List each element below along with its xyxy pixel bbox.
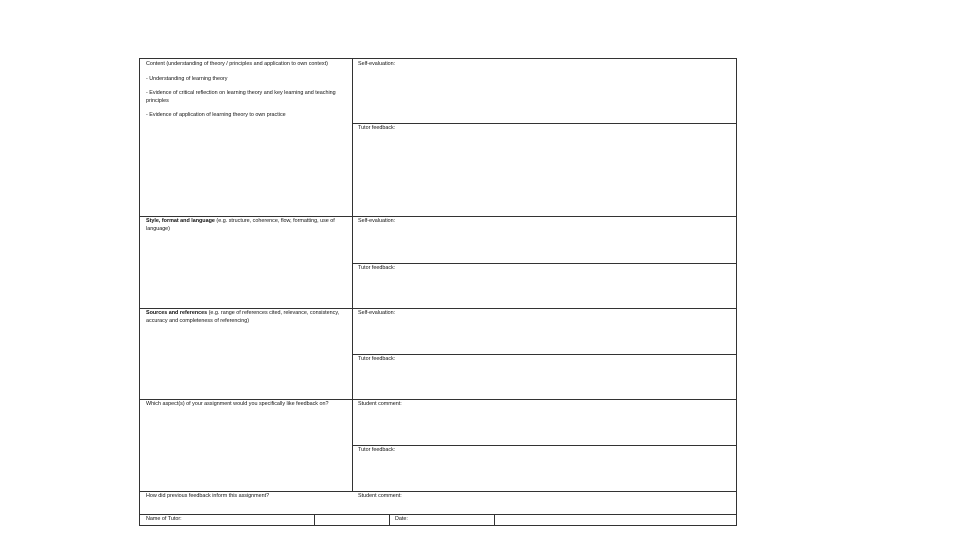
tutor-name-field[interactable] bbox=[314, 514, 389, 525]
feedback-form-table bbox=[139, 58, 737, 526]
tutor-feedback-label: Tutor feedback: bbox=[358, 447, 396, 453]
tutor-name-label-cell bbox=[140, 514, 314, 525]
tutor-feedback-label: Tutor feedback: bbox=[358, 265, 396, 271]
content-tutor-feedback-box[interactable] bbox=[352, 123, 736, 216]
criterion-feedback-aspects bbox=[140, 399, 352, 491]
criterion-content-bullet: - Evidence of application of learning theory to own practice bbox=[146, 112, 286, 119]
criterion-content-bullet: - Evidence of critical reflection on learning theory and key learning and teaching principles bbox=[146, 90, 336, 104]
criterion-sources bbox=[140, 308, 352, 399]
criterion-style bbox=[140, 216, 352, 308]
criterion-feedback-aspects-title: Which aspect(s) of your assignment would you specifically like feedback on? bbox=[146, 401, 329, 407]
criterion-content bbox=[140, 59, 352, 216]
criterion-content-title: Content (understanding of theory / principles and application to own context) bbox=[146, 61, 328, 67]
criterion-previous-feedback bbox=[140, 491, 352, 514]
aspects-student-comment-box[interactable] bbox=[352, 399, 736, 445]
tutor-feedback-label: Tutor feedback: bbox=[358, 125, 396, 131]
criterion-sources-title: Sources and references (e.g. range of references cited, relevance, consistency, accuracy and completeness of referencing) bbox=[146, 310, 340, 324]
date-field[interactable] bbox=[494, 514, 736, 525]
tutor-name-label: Name of Tutor: bbox=[146, 516, 182, 522]
criterion-previous-feedback-title: How did previous feedback inform this assignment? bbox=[146, 493, 270, 499]
self-evaluation-label: Self-evaluation: bbox=[358, 218, 396, 224]
criterion-style-title: Style, format and language (e.g. structure, coherence, flow, formatting, use of language) bbox=[146, 218, 335, 232]
date-label: Date: bbox=[395, 516, 408, 522]
date-label-cell bbox=[389, 514, 494, 525]
self-evaluation-label: Self-evaluation: bbox=[358, 61, 396, 67]
student-comment-label: Student comment: bbox=[358, 493, 402, 499]
style-tutor-feedback-box[interactable] bbox=[352, 263, 736, 308]
self-evaluation-label: Self-evaluation: bbox=[358, 310, 396, 316]
sources-tutor-feedback-box[interactable] bbox=[352, 354, 736, 399]
student-comment-label: Student comment: bbox=[358, 401, 402, 407]
previous-student-comment-box[interactable] bbox=[352, 491, 736, 514]
aspects-tutor-feedback-box[interactable] bbox=[352, 445, 736, 491]
criterion-content-bullet: - Understanding of learning theory bbox=[146, 75, 228, 82]
tutor-feedback-label: Tutor feedback: bbox=[358, 356, 396, 362]
style-self-evaluation-box[interactable] bbox=[352, 216, 736, 263]
sources-self-evaluation-box[interactable] bbox=[352, 308, 736, 354]
content-self-evaluation-box[interactable] bbox=[352, 59, 736, 123]
